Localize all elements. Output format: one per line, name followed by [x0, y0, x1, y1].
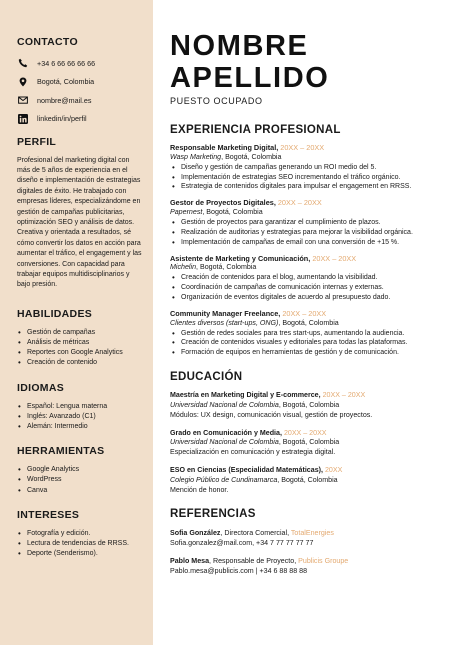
ref-contact[interactable]: Pablo.mesa@publicis.com | +34 6 88 88 88 — [170, 567, 308, 576]
references-title: REFERENCIAS — [170, 508, 256, 521]
skills-title: HABILIDADES — [17, 307, 93, 320]
reference-entry — [170, 528, 446, 548]
page-title: NOMBRE APELLIDO — [170, 30, 330, 94]
languages-title: IDIOMAS — [17, 381, 65, 394]
job-role: PUESTO OCUPADO — [170, 96, 263, 106]
edu-degree: Maestría en Marketing Digital y E-commerce, — [170, 391, 321, 400]
job-bullets — [170, 218, 446, 248]
languages-section — [17, 382, 143, 433]
company-name: Papernest — [170, 208, 203, 217]
company-location: , Bogotá, Colombia — [196, 263, 257, 272]
skills-section — [17, 308, 143, 369]
job-company — [170, 263, 446, 273]
edu-detail: Especialización en comunicación y estrategia digital. — [170, 448, 336, 457]
job-position: Gestor de Proyectos Digitales, — [170, 198, 276, 208]
job-bullets — [170, 163, 446, 193]
edu-location: , Bogotá, Colombia — [277, 475, 338, 484]
edu-date: 20XX – 20XX — [283, 428, 327, 437]
edu-school-row — [170, 476, 446, 486]
list-item: • Gestión de proyectos para garantizar el cumplimiento de plazos. — [170, 218, 446, 228]
job-position: Community Manager Freelance, — [170, 308, 281, 318]
job-date: 20XX – 20XX — [277, 198, 322, 208]
list-item: • Deporte (Senderismo). — [17, 549, 143, 559]
contact-email — [17, 93, 143, 107]
education-entry — [170, 391, 446, 420]
ref-name: Pablo Mesa — [170, 557, 210, 566]
interests-title: INTERESES — [17, 508, 80, 521]
list-item: • Gestión de campañas — [17, 328, 143, 338]
edu-heading — [170, 391, 446, 401]
interests-list — [17, 529, 143, 560]
job-position: Asistente de Marketing y Comunicación, — [170, 253, 311, 263]
edu-location: , Bogotá, Colombia — [278, 438, 340, 447]
tools-list — [17, 465, 143, 496]
skills-list — [17, 328, 143, 369]
location-pin-icon — [17, 76, 29, 88]
list-item: • Fotografía y edición. — [17, 529, 143, 539]
list-item: • Realización de auditorias y estrategias para mejorar la visibilidad orgánica. — [170, 228, 446, 238]
contact-phone-text[interactable]: +34 6 66 66 66 66 — [37, 58, 96, 68]
job-position: Responsable Marketing Digital, — [170, 143, 279, 152]
list-item: • Creación de contenidos visuales y editoriales para todas las plataformas. — [170, 338, 446, 348]
job-bullets — [170, 273, 446, 303]
job-entry — [170, 143, 446, 192]
list-item: • Implementación de estrategias SEO incrementando el tráfico orgánico. — [170, 173, 446, 183]
ref-name: Sofia González — [170, 529, 221, 538]
job-entry — [170, 309, 446, 358]
job-heading — [170, 143, 446, 153]
edu-date: 20XX – 20XX — [322, 391, 366, 400]
ref-role: , Directora Comercial, — [220, 529, 291, 538]
contact-section — [17, 36, 143, 126]
job-bullets — [170, 329, 446, 359]
list-item: • Análisis de métricas — [17, 338, 143, 348]
list-item: • Lectura de tendencias de RRSS. — [17, 539, 143, 549]
list-item: • Creación de contenido — [17, 358, 143, 368]
edu-location: , Bogotá, Colombia — [278, 401, 340, 410]
contact-linkedin — [17, 112, 143, 126]
contact-email-text[interactable]: nombre@mail.es — [37, 95, 92, 105]
profile-section — [17, 136, 143, 291]
ref-org: TotalEnergies — [290, 529, 334, 538]
contact-title: CONTACTO — [17, 36, 78, 48]
contact-phone — [17, 56, 143, 70]
company-location: , Bogotá, Colombia — [221, 152, 282, 161]
company-location: , Bogotá, Colombia — [202, 208, 263, 217]
ref-contact[interactable]: Sofia.gonzalez@mail.com, +34 7 77 77 77 77 — [170, 539, 314, 548]
list-item: • Estrategia de contenidos digitales para impulsar el engagement en RRSS. — [170, 182, 446, 192]
list-item: • Google Analytics — [17, 465, 143, 475]
list-item: • Reportes con Google Analytics — [17, 348, 143, 358]
mail-icon — [17, 94, 29, 106]
linkedin-icon — [17, 113, 29, 125]
profile-text: Profesional del marketing digital con más de 5 años de experiencia en el diseño e implementación de estrategias digitales de éxito. He trabajado con empresas líderes, especializándome en gestión de campañas publicitarias, optimización SEO y análisis de datos. Creativa y orientada a resultados, sé cómo convertir los datos en acción para aumentar el tráfico, el engagement y las conversiones. Con capacidad para trabajar equipos multidisciplinarios y bajo presión. — [17, 156, 142, 289]
list-item: • Formación de equipos en herramientas de gestión y de comunicación. — [170, 348, 446, 358]
job-heading — [170, 254, 446, 264]
company-name: Wasp Marketing — [170, 152, 222, 161]
edu-degree: Grado en Comunicación y Media, — [170, 428, 282, 437]
list-item: • Gestión de redes sociales para tres start-ups, aumentando la audiencia. — [170, 329, 446, 339]
edu-school: Universidad Nacional de Colombia — [170, 401, 279, 410]
job-heading — [170, 309, 446, 319]
job-heading — [170, 198, 446, 208]
sidebar — [0, 0, 153, 645]
edu-heading — [170, 466, 446, 476]
job-date: 20XX – 20XX — [280, 143, 325, 152]
contact-location — [17, 75, 143, 89]
phone-icon — [17, 57, 29, 69]
edu-degree: ESO en Ciencias (Especialidad Matemáticas), — [170, 466, 323, 475]
list-item: • WordPress — [17, 475, 143, 485]
job-date: 20XX – 20XX — [312, 253, 357, 263]
edu-date: 20XX — [324, 466, 343, 475]
education-title: EDUCACIÓN — [170, 371, 243, 384]
tools-title: HERRAMIENTAS — [17, 445, 105, 458]
tools-section — [17, 445, 143, 496]
edu-heading — [170, 429, 446, 439]
company-location: , Bogotá, Colombia — [278, 318, 339, 327]
edu-school: Universidad Nacional de Colombia — [170, 438, 279, 447]
job-company — [170, 153, 446, 163]
job-date: 20XX – 20XX — [282, 308, 327, 318]
contact-location-text: Bogotá, Colombia — [37, 77, 95, 86]
reference-entry — [170, 556, 446, 576]
list-item: • Organización de eventos digitales de acuerdo al presupuesto dado. — [170, 293, 446, 303]
languages-list — [17, 402, 143, 433]
job-company — [170, 319, 446, 329]
list-item: • Diseño y gestión de campañas generando un ROI medio del 5. — [170, 163, 446, 173]
interests-section — [17, 509, 143, 560]
company-name: Clientes diversos (start-ups, ONG) — [170, 318, 279, 327]
contact-linkedin-text[interactable]: linkedin/in/perfil — [37, 114, 87, 123]
ref-heading — [170, 556, 446, 566]
list-item: • Canva — [17, 486, 143, 496]
list-item: • Alemán: Intermedio — [17, 422, 143, 432]
edu-school-row — [170, 438, 446, 448]
edu-school-row — [170, 401, 446, 411]
education-entry — [170, 466, 446, 495]
company-name: Michelin — [170, 263, 197, 272]
list-item: • Creación de contenidos para el blog, aumentando la visibilidad. — [170, 273, 446, 283]
job-company — [170, 208, 446, 218]
edu-detail: Módulos: UX design, comunicación visual, gestión de proyectos. — [170, 410, 373, 419]
list-item: • Español: Lengua materna — [17, 402, 143, 412]
list-item: • Inglés: Avanzado (C1) — [17, 412, 143, 422]
list-item: • Coordinación de campañas de comunicación internas y externas. — [170, 283, 446, 293]
main-content — [153, 0, 456, 645]
edu-detail: Mención de honor. — [170, 485, 229, 494]
edu-school: Colegio Público de Cundinamarca — [170, 475, 278, 484]
ref-org: Publicis Groupe — [298, 557, 349, 566]
education-entry — [170, 429, 446, 458]
list-item: • Implementación de campañas de email con una conversión de +15 %. — [170, 238, 446, 248]
profile-title: PERFIL — [17, 135, 57, 148]
ref-role: , Responsable de Proyecto, — [209, 557, 299, 566]
experience-title: EXPERIENCIA PROFESIONAL — [170, 124, 341, 136]
job-entry — [170, 254, 446, 303]
ref-heading — [170, 528, 446, 538]
job-entry — [170, 198, 446, 247]
